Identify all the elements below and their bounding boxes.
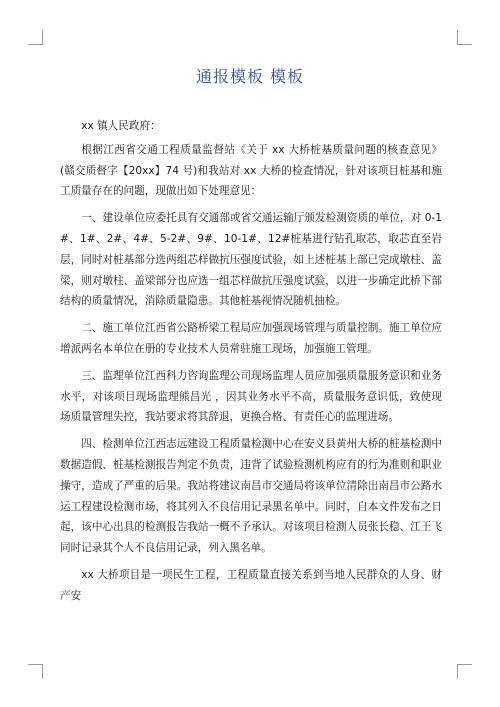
crop-mark-bottom-left bbox=[28, 664, 43, 679]
paragraph-item-4: 四、检测单位江西志远建设工程质量检测中心在安义县黄州大桥的桩基检测中数据造假、桩基检测报告判定不负责，违背了试验检测机构应有的行为准则和职业操守，造成了严重的后果。我站将建议南昌市交通局将该单位清除出南昌市公路水运工程建设检测市场，将其列入不良信用记录黑名单中。同时，自本文件发布之日起，该中心出具的检测报告我站一概不予承认。对该项目检测人员张长稳、江王飞同时记录其个人不良信用记录，列入黑名单。 bbox=[60, 438, 442, 555]
crop-mark-bottom-right bbox=[457, 664, 472, 679]
paragraph-item-1: 一、建设单位应委托具有交通部或省交通运输厅颁发检测资质的单位，对 0-1#、1#、2#、4#、5-2#、9#、10-1#、12#桩基进行钻孔取芯，取芯直至岩层，同时对桩基部分选两组芯样做抗压强度试验，如上述桩基上部已完成墩柱、盖梁，则对墩柱、盖梁部分也应选一组芯样做抗压强度试验，以进一步确定此桥下部结构的质量情况，消除质量隐患。其他桩基视情况随机抽检。 bbox=[60, 212, 442, 308]
paragraph-item-2: 二、施工单位江西省公路桥梁工程局应加强现场管理与质量控制。施工单位应增派两名本单位在册的专业技术人员常驻施工现场，加强施工管理。 bbox=[60, 322, 442, 355]
document-body bbox=[60, 116, 442, 613]
document-title: 通报模板 模板 bbox=[195, 67, 305, 86]
salutation: xx 镇人民政府： bbox=[81, 120, 161, 132]
crop-mark-top-right bbox=[457, 30, 472, 45]
paragraph-item-3: 三、监理单位江西科力咨询监理公司现场监理人员应加强质量服务意识和业务水平，对该项目现场监理熊昌光 ，因其业务水平不高，质量服务意识低，致使现场质量管理失控，我站要求将其辞退，更换合格、有责任心的监理进场。 bbox=[60, 369, 442, 424]
paragraph-intro: 根据江西省交通工程质量监督站《关于 xx 大桥桩基质量问题的核查意见》(赣交质督字【20xx】74 号)和我站对 xx 大桥的检查情况，针对该项目桩基和施工质量存在的问题，现做出如下处理意见： bbox=[60, 143, 442, 198]
crop-mark-top-left bbox=[28, 30, 43, 45]
paragraph-closing: xx 大桥项目是一项民生工程，工程质量直接关系到当地人民群众的人身、财产安 bbox=[60, 568, 442, 602]
